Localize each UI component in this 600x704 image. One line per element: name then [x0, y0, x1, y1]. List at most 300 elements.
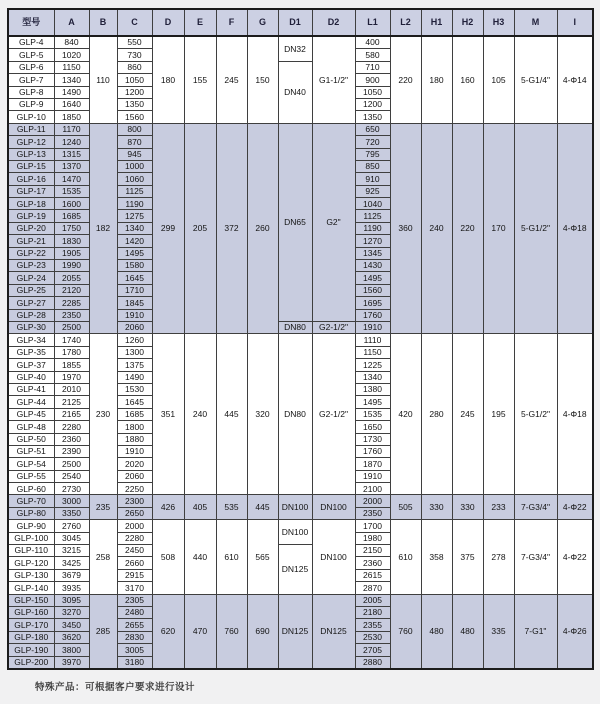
- cell-l1: 925: [355, 185, 390, 197]
- cell-a: 3970: [54, 656, 89, 669]
- cell-l1: 580: [355, 49, 390, 61]
- cell-i: 4-Φ18: [557, 123, 593, 334]
- cell-model: GLP-48: [8, 421, 54, 433]
- cell-l1: 2350: [355, 507, 390, 519]
- cell-l1: 1110: [355, 334, 390, 346]
- table-body: [8, 36, 593, 669]
- cell-model: GLP-11: [8, 123, 54, 135]
- spec-table: [7, 8, 594, 670]
- cell-f: 445: [216, 334, 247, 495]
- cell-a: 2285: [54, 297, 89, 309]
- cell-d: 620: [152, 594, 184, 669]
- table-row: [8, 36, 593, 49]
- cell-c: 3005: [117, 644, 152, 656]
- cell-c: 2250: [117, 483, 152, 495]
- cell-l1: 1535: [355, 408, 390, 420]
- cell-l2: 610: [390, 520, 421, 594]
- cell-model: GLP-27: [8, 297, 54, 309]
- cell-c: 2655: [117, 619, 152, 631]
- cell-g: 320: [247, 334, 278, 495]
- cell-c: 2020: [117, 458, 152, 470]
- cell-c: 1350: [117, 98, 152, 110]
- cell-h3: 105: [483, 36, 514, 123]
- cell-a: 1850: [54, 111, 89, 123]
- cell-f: 760: [216, 594, 247, 669]
- table-row: [8, 334, 593, 346]
- cell-l1: 2705: [355, 644, 390, 656]
- cell-c: 2660: [117, 557, 152, 569]
- cell-g: 445: [247, 495, 278, 520]
- cell-a: 2055: [54, 272, 89, 284]
- cell-c: 2280: [117, 532, 152, 544]
- cell-a: 3935: [54, 582, 89, 594]
- header-cell-d: D: [152, 9, 184, 36]
- cell-a: 1740: [54, 334, 89, 346]
- table-row: [8, 123, 593, 135]
- cell-l1: 1380: [355, 383, 390, 395]
- cell-h2: 220: [452, 123, 483, 334]
- cell-a: 3450: [54, 619, 89, 631]
- cell-model: GLP-110: [8, 545, 54, 557]
- cell-a: 1150: [54, 61, 89, 73]
- cell-d1: DN80: [278, 321, 312, 333]
- cell-a: 2120: [54, 284, 89, 296]
- cell-f: 610: [216, 520, 247, 594]
- header-cell-e: E: [184, 9, 216, 36]
- cell-d1: DN125: [278, 545, 312, 595]
- cell-l1: 2360: [355, 557, 390, 569]
- cell-model: GLP-90: [8, 520, 54, 532]
- cell-a: 2280: [54, 421, 89, 433]
- cell-l1: 1495: [355, 272, 390, 284]
- cell-a: 3800: [54, 644, 89, 656]
- cell-model: GLP-44: [8, 396, 54, 408]
- cell-l2: 420: [390, 334, 421, 495]
- cell-a: 1340: [54, 74, 89, 86]
- cell-h2: 160: [452, 36, 483, 123]
- cell-d2: DN100: [312, 520, 355, 594]
- cell-h1: 480: [421, 594, 452, 669]
- cell-i: 4-Φ22: [557, 495, 593, 520]
- cell-l1: 1910: [355, 321, 390, 333]
- header-cell-h3: H3: [483, 9, 514, 36]
- cell-l1: 2000: [355, 495, 390, 507]
- cell-d: 426: [152, 495, 184, 520]
- cell-l1: 1340: [355, 371, 390, 383]
- cell-model: GLP-21: [8, 235, 54, 247]
- cell-l1: 2100: [355, 483, 390, 495]
- cell-i: 4-Φ26: [557, 594, 593, 669]
- cell-model: GLP-60: [8, 483, 54, 495]
- cell-a: 1470: [54, 173, 89, 185]
- cell-a: 1780: [54, 346, 89, 358]
- cell-e: 440: [184, 520, 216, 594]
- cell-m: 7-G1": [514, 594, 557, 669]
- cell-model: GLP-120: [8, 557, 54, 569]
- cell-f: 372: [216, 123, 247, 334]
- cell-l2: 760: [390, 594, 421, 669]
- cell-h1: 240: [421, 123, 452, 334]
- cell-l1: 2150: [355, 545, 390, 557]
- cell-d1: DN80: [278, 334, 312, 495]
- cell-model: GLP-9: [8, 98, 54, 110]
- header-cell-d2: D2: [312, 9, 355, 36]
- cell-model: GLP-51: [8, 445, 54, 457]
- cell-c: 2060: [117, 321, 152, 333]
- cell-l1: 795: [355, 148, 390, 160]
- cell-a: 1600: [54, 198, 89, 210]
- cell-a: 3350: [54, 507, 89, 519]
- cell-a: 2730: [54, 483, 89, 495]
- cell-i: 4-Φ22: [557, 520, 593, 594]
- cell-l1: 1350: [355, 111, 390, 123]
- cell-model: GLP-200: [8, 656, 54, 669]
- cell-l1: 650: [355, 123, 390, 135]
- cell-l1: 1980: [355, 532, 390, 544]
- cell-c: 3170: [117, 582, 152, 594]
- cell-a: 2500: [54, 458, 89, 470]
- cell-model: GLP-28: [8, 309, 54, 321]
- cell-a: 3000: [54, 495, 89, 507]
- cell-model: GLP-41: [8, 383, 54, 395]
- cell-c: 1190: [117, 198, 152, 210]
- header-cell-d1: D1: [278, 9, 312, 36]
- cell-a: 1855: [54, 359, 89, 371]
- cell-model: GLP-55: [8, 470, 54, 482]
- cell-l1: 1190: [355, 222, 390, 234]
- cell-h3: 278: [483, 520, 514, 594]
- footnote: 特殊产品：可根据客户要求进行设计: [35, 681, 196, 693]
- cell-a: 2350: [54, 309, 89, 321]
- cell-model: GLP-16: [8, 173, 54, 185]
- cell-e: 470: [184, 594, 216, 669]
- cell-c: 1490: [117, 371, 152, 383]
- cell-c: 1645: [117, 396, 152, 408]
- cell-l1: 1870: [355, 458, 390, 470]
- cell-a: 1240: [54, 136, 89, 148]
- cell-c: 1420: [117, 235, 152, 247]
- cell-a: 2125: [54, 396, 89, 408]
- cell-e: 405: [184, 495, 216, 520]
- cell-d2: G2": [312, 123, 355, 321]
- header-cell-f: F: [216, 9, 247, 36]
- cell-i: 4-Φ18: [557, 334, 593, 495]
- cell-a: 2165: [54, 408, 89, 420]
- cell-a: 1535: [54, 185, 89, 197]
- cell-l1: 2615: [355, 569, 390, 581]
- cell-h1: 330: [421, 495, 452, 520]
- cell-a: 1170: [54, 123, 89, 135]
- cell-l1: 2005: [355, 594, 390, 606]
- cell-c: 730: [117, 49, 152, 61]
- cell-model: GLP-8: [8, 86, 54, 98]
- cell-model: GLP-34: [8, 334, 54, 346]
- cell-c: 1495: [117, 247, 152, 259]
- cell-c: 1560: [117, 111, 152, 123]
- cell-h3: 233: [483, 495, 514, 520]
- cell-c: 2915: [117, 569, 152, 581]
- cell-c: 800: [117, 123, 152, 135]
- cell-d: 299: [152, 123, 184, 334]
- header-cell-m: M: [514, 9, 557, 36]
- cell-l1: 1345: [355, 247, 390, 259]
- cell-a: 2010: [54, 383, 89, 395]
- cell-a: 3620: [54, 631, 89, 643]
- cell-e: 240: [184, 334, 216, 495]
- cell-a: 1990: [54, 260, 89, 272]
- cell-c: 1580: [117, 260, 152, 272]
- header-cell-l2: L2: [390, 9, 421, 36]
- cell-c: 2480: [117, 606, 152, 618]
- table-row: [8, 495, 593, 507]
- cell-c: 1685: [117, 408, 152, 420]
- cell-c: 2830: [117, 631, 152, 643]
- cell-a: 3679: [54, 569, 89, 581]
- cell-model: GLP-10: [8, 111, 54, 123]
- cell-c: 945: [117, 148, 152, 160]
- cell-m: 7-G3/4": [514, 520, 557, 594]
- cell-m: 5-G1/2": [514, 123, 557, 334]
- cell-model: GLP-23: [8, 260, 54, 272]
- cell-model: GLP-30: [8, 321, 54, 333]
- cell-model: GLP-25: [8, 284, 54, 296]
- cell-model: GLP-180: [8, 631, 54, 643]
- cell-c: 860: [117, 61, 152, 73]
- cell-a: 840: [54, 36, 89, 49]
- cell-h2: 330: [452, 495, 483, 520]
- cell-d1: DN100: [278, 520, 312, 545]
- cell-d1: DN65: [278, 123, 312, 321]
- cell-model: GLP-7: [8, 74, 54, 86]
- cell-h2: 245: [452, 334, 483, 495]
- cell-d1: DN32: [278, 36, 312, 61]
- cell-f: 245: [216, 36, 247, 123]
- cell-h2: 480: [452, 594, 483, 669]
- cell-model: GLP-5: [8, 49, 54, 61]
- cell-d: 180: [152, 36, 184, 123]
- cell-c: 1340: [117, 222, 152, 234]
- cell-d2: G2-1/2": [312, 334, 355, 495]
- cell-l1: 1270: [355, 235, 390, 247]
- header-row: [8, 9, 593, 36]
- cell-c: 870: [117, 136, 152, 148]
- cell-d2: G1-1/2": [312, 36, 355, 123]
- cell-c: 1880: [117, 433, 152, 445]
- cell-model: GLP-35: [8, 346, 54, 358]
- cell-model: GLP-12: [8, 136, 54, 148]
- cell-e: 155: [184, 36, 216, 123]
- cell-c: 3180: [117, 656, 152, 669]
- cell-c: 1275: [117, 210, 152, 222]
- cell-h3: 170: [483, 123, 514, 334]
- header-cell-型号: 型号: [8, 9, 54, 36]
- cell-a: 1970: [54, 371, 89, 383]
- cell-c: 1000: [117, 160, 152, 172]
- cell-model: GLP-18: [8, 198, 54, 210]
- header-cell-c: C: [117, 9, 152, 36]
- table-row: [8, 594, 593, 606]
- cell-a: 1490: [54, 86, 89, 98]
- cell-g: 565: [247, 520, 278, 594]
- cell-d2: DN100: [312, 495, 355, 520]
- cell-l1: 1430: [355, 260, 390, 272]
- cell-c: 2060: [117, 470, 152, 482]
- cell-model: GLP-140: [8, 582, 54, 594]
- cell-model: GLP-45: [8, 408, 54, 420]
- cell-c: 1260: [117, 334, 152, 346]
- cell-c: 2450: [117, 545, 152, 557]
- cell-m: 7-G3/4": [514, 495, 557, 520]
- cell-l1: 1040: [355, 198, 390, 210]
- cell-c: 1710: [117, 284, 152, 296]
- header-cell-h2: H2: [452, 9, 483, 36]
- cell-model: GLP-160: [8, 606, 54, 618]
- cell-model: GLP-37: [8, 359, 54, 371]
- cell-a: 2500: [54, 321, 89, 333]
- cell-a: 2760: [54, 520, 89, 532]
- cell-c: 1060: [117, 173, 152, 185]
- cell-m: 5-G1/2": [514, 334, 557, 495]
- header-cell-l1: L1: [355, 9, 390, 36]
- cell-c: 1845: [117, 297, 152, 309]
- cell-g: 690: [247, 594, 278, 669]
- cell-b: 110: [89, 36, 117, 123]
- cell-a: 1640: [54, 98, 89, 110]
- cell-a: 3270: [54, 606, 89, 618]
- cell-l1: 850: [355, 160, 390, 172]
- cell-a: 1315: [54, 148, 89, 160]
- cell-g: 260: [247, 123, 278, 334]
- cell-b: 258: [89, 520, 117, 594]
- cell-c: 2000: [117, 520, 152, 532]
- cell-h3: 335: [483, 594, 514, 669]
- cell-c: 2300: [117, 495, 152, 507]
- cell-a: 2540: [54, 470, 89, 482]
- cell-l1: 1730: [355, 433, 390, 445]
- cell-c: 1800: [117, 421, 152, 433]
- cell-model: GLP-150: [8, 594, 54, 606]
- cell-model: GLP-50: [8, 433, 54, 445]
- cell-a: 2390: [54, 445, 89, 457]
- cell-d1: DN100: [278, 495, 312, 520]
- cell-a: 1020: [54, 49, 89, 61]
- cell-h1: 358: [421, 520, 452, 594]
- cell-model: GLP-80: [8, 507, 54, 519]
- cell-c: 1375: [117, 359, 152, 371]
- cell-b: 182: [89, 123, 117, 334]
- cell-h3: 195: [483, 334, 514, 495]
- cell-model: GLP-6: [8, 61, 54, 73]
- header-cell-a: A: [54, 9, 89, 36]
- cell-l1: 1560: [355, 284, 390, 296]
- cell-l1: 2355: [355, 619, 390, 631]
- cell-a: 3045: [54, 532, 89, 544]
- cell-model: GLP-19: [8, 210, 54, 222]
- cell-h2: 375: [452, 520, 483, 594]
- cell-c: 1910: [117, 445, 152, 457]
- cell-l1: 1050: [355, 86, 390, 98]
- cell-model: GLP-15: [8, 160, 54, 172]
- cell-b: 230: [89, 334, 117, 495]
- cell-c: 550: [117, 36, 152, 49]
- cell-a: 1685: [54, 210, 89, 222]
- cell-a: 1750: [54, 222, 89, 234]
- cell-a: 2360: [54, 433, 89, 445]
- cell-l1: 1695: [355, 297, 390, 309]
- header-cell-g: G: [247, 9, 278, 36]
- cell-l1: 2880: [355, 656, 390, 669]
- cell-c: 1050: [117, 74, 152, 86]
- cell-m: 5-G1/4": [514, 36, 557, 123]
- cell-l1: 1495: [355, 396, 390, 408]
- cell-model: GLP-4: [8, 36, 54, 49]
- cell-l1: 1150: [355, 346, 390, 358]
- cell-c: 1200: [117, 86, 152, 98]
- cell-c: 1125: [117, 185, 152, 197]
- cell-l1: 710: [355, 61, 390, 73]
- cell-a: 1830: [54, 235, 89, 247]
- cell-l1: 910: [355, 173, 390, 185]
- header-cell-i: I: [557, 9, 593, 36]
- cell-model: GLP-130: [8, 569, 54, 581]
- cell-l1: 2530: [355, 631, 390, 643]
- header-cell-b: B: [89, 9, 117, 36]
- cell-model: GLP-13: [8, 148, 54, 160]
- cell-model: GLP-100: [8, 532, 54, 544]
- cell-l1: 720: [355, 136, 390, 148]
- cell-model: GLP-170: [8, 619, 54, 631]
- header-cell-h1: H1: [421, 9, 452, 36]
- cell-l1: 400: [355, 36, 390, 49]
- cell-l1: 1760: [355, 445, 390, 457]
- cell-d2: DN125: [312, 594, 355, 669]
- cell-model: GLP-40: [8, 371, 54, 383]
- cell-e: 205: [184, 123, 216, 334]
- cell-a: 3215: [54, 545, 89, 557]
- cell-l1: 1760: [355, 309, 390, 321]
- cell-b: 285: [89, 594, 117, 669]
- cell-d1: DN125: [278, 594, 312, 669]
- cell-i: 4-Φ14: [557, 36, 593, 123]
- cell-l2: 220: [390, 36, 421, 123]
- cell-b: 235: [89, 495, 117, 520]
- cell-l2: 360: [390, 123, 421, 334]
- cell-model: GLP-70: [8, 495, 54, 507]
- cell-l1: 1650: [355, 421, 390, 433]
- cell-l1: 900: [355, 74, 390, 86]
- cell-h1: 180: [421, 36, 452, 123]
- cell-model: GLP-24: [8, 272, 54, 284]
- cell-l1: 1200: [355, 98, 390, 110]
- cell-d1: DN40: [278, 61, 312, 123]
- cell-l1: 2870: [355, 582, 390, 594]
- cell-f: 535: [216, 495, 247, 520]
- cell-model: GLP-54: [8, 458, 54, 470]
- cell-l1: 2180: [355, 606, 390, 618]
- cell-l1: 1125: [355, 210, 390, 222]
- cell-d: 351: [152, 334, 184, 495]
- cell-d: 508: [152, 520, 184, 594]
- cell-l1: 1700: [355, 520, 390, 532]
- cell-h1: 280: [421, 334, 452, 495]
- cell-c: 1530: [117, 383, 152, 395]
- cell-a: 3425: [54, 557, 89, 569]
- cell-a: 1905: [54, 247, 89, 259]
- cell-l1: 1910: [355, 470, 390, 482]
- table-row: [8, 520, 593, 532]
- cell-model: GLP-190: [8, 644, 54, 656]
- cell-model: GLP-17: [8, 185, 54, 197]
